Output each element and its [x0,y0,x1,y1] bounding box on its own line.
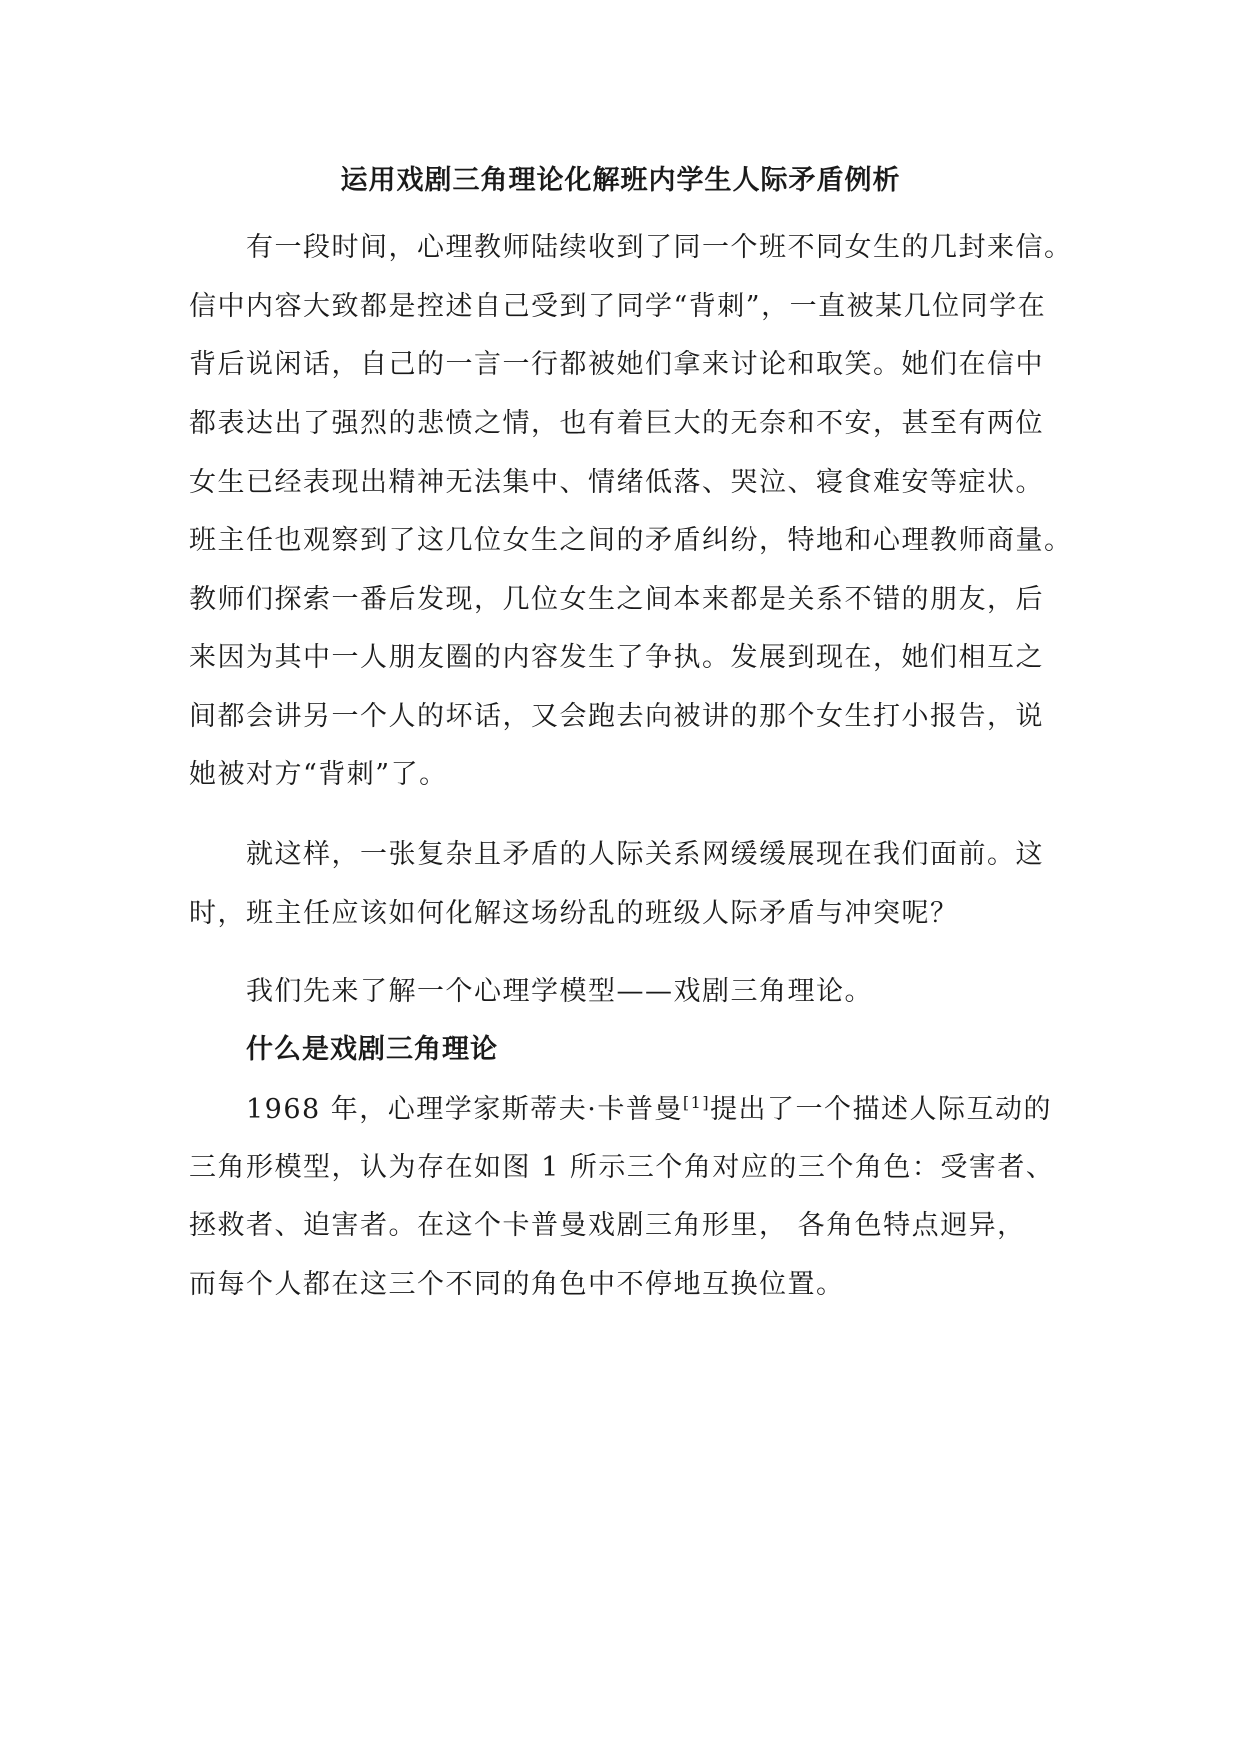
paragraph-2-line: 时，班主任应该如何化解这场纷乱的班级人际矛盾与冲突呢？ [189,898,959,929]
paragraph-4-text: 提出了一个描述人际互动的 [710,1094,1053,1125]
paragraph-4-line: 而每个人都在这三个不同的角色中不停地互换位置。 [189,1269,845,1300]
paragraph-1-line: 教师们探索一番后发现，几位女生之间本来都是关系不错的朋友，后 [189,584,1044,615]
paragraph-1-line: 班主任也观察到了这几位女生之间的矛盾纠纷，特地和心理教师商量。 [189,525,1073,556]
citation-ref[interactable]: [1] [682,1093,711,1112]
paragraph-3-line: 我们先来了解一个心理学模型——戏剧三角理论。 [246,976,873,1007]
paragraph-4-line: 拯救者、迫害者。在这个卡普曼戏剧三角形里， 各角色特点迥异， [189,1210,1026,1241]
paragraph-1-line: 背后说闲话，自己的一言一行都被她们拿来讨论和取笑。她们在信中 [189,349,1044,380]
document-title: 运用戏剧三角理论化解班内学生人际矛盾例析 [340,165,901,196]
paragraph-1-line: 她被对方“背刺”了。 [189,759,448,790]
paragraph-1-line: 信中内容大致都是控述自己受到了同学“背刺”，一直被某几位同学在 [189,291,1047,322]
paragraph-1-line: 来因为其中一人朋友圈的内容发生了争执。发展到现在，她们相互之 [189,642,1044,673]
paragraph-4-line: 三角形模型，认为存在如图 1 所示三个角对应的三个角色：受害者、 [189,1152,1055,1183]
paragraph-1-line: 女生已经表现出精神无法集中、情绪低落、哭泣、寝食难安等症状。 [189,467,1044,498]
paragraph-4-line [246,1090,1052,1130]
paragraph-2-line: 就这样，一张复杂且矛盾的人际关系网缓缓展现在我们面前。这 [246,839,1044,870]
paragraph-4-text: 1968 年，心理学家斯蒂夫·卡普曼 [246,1094,683,1125]
paragraph-1-line: 都表达出了强烈的悲愤之情，也有着巨大的无奈和不安，甚至有两位 [189,408,1044,439]
paragraph-1-line: 间都会讲另一个人的坏话，又会跑去向被讲的那个女生打小报告，说 [189,701,1044,732]
section-heading: 什么是戏剧三角理论 [246,1034,498,1065]
paragraph-1-line: 有一段时间，心理教师陆续收到了同一个班不同女生的几封来信。 [246,232,1073,263]
